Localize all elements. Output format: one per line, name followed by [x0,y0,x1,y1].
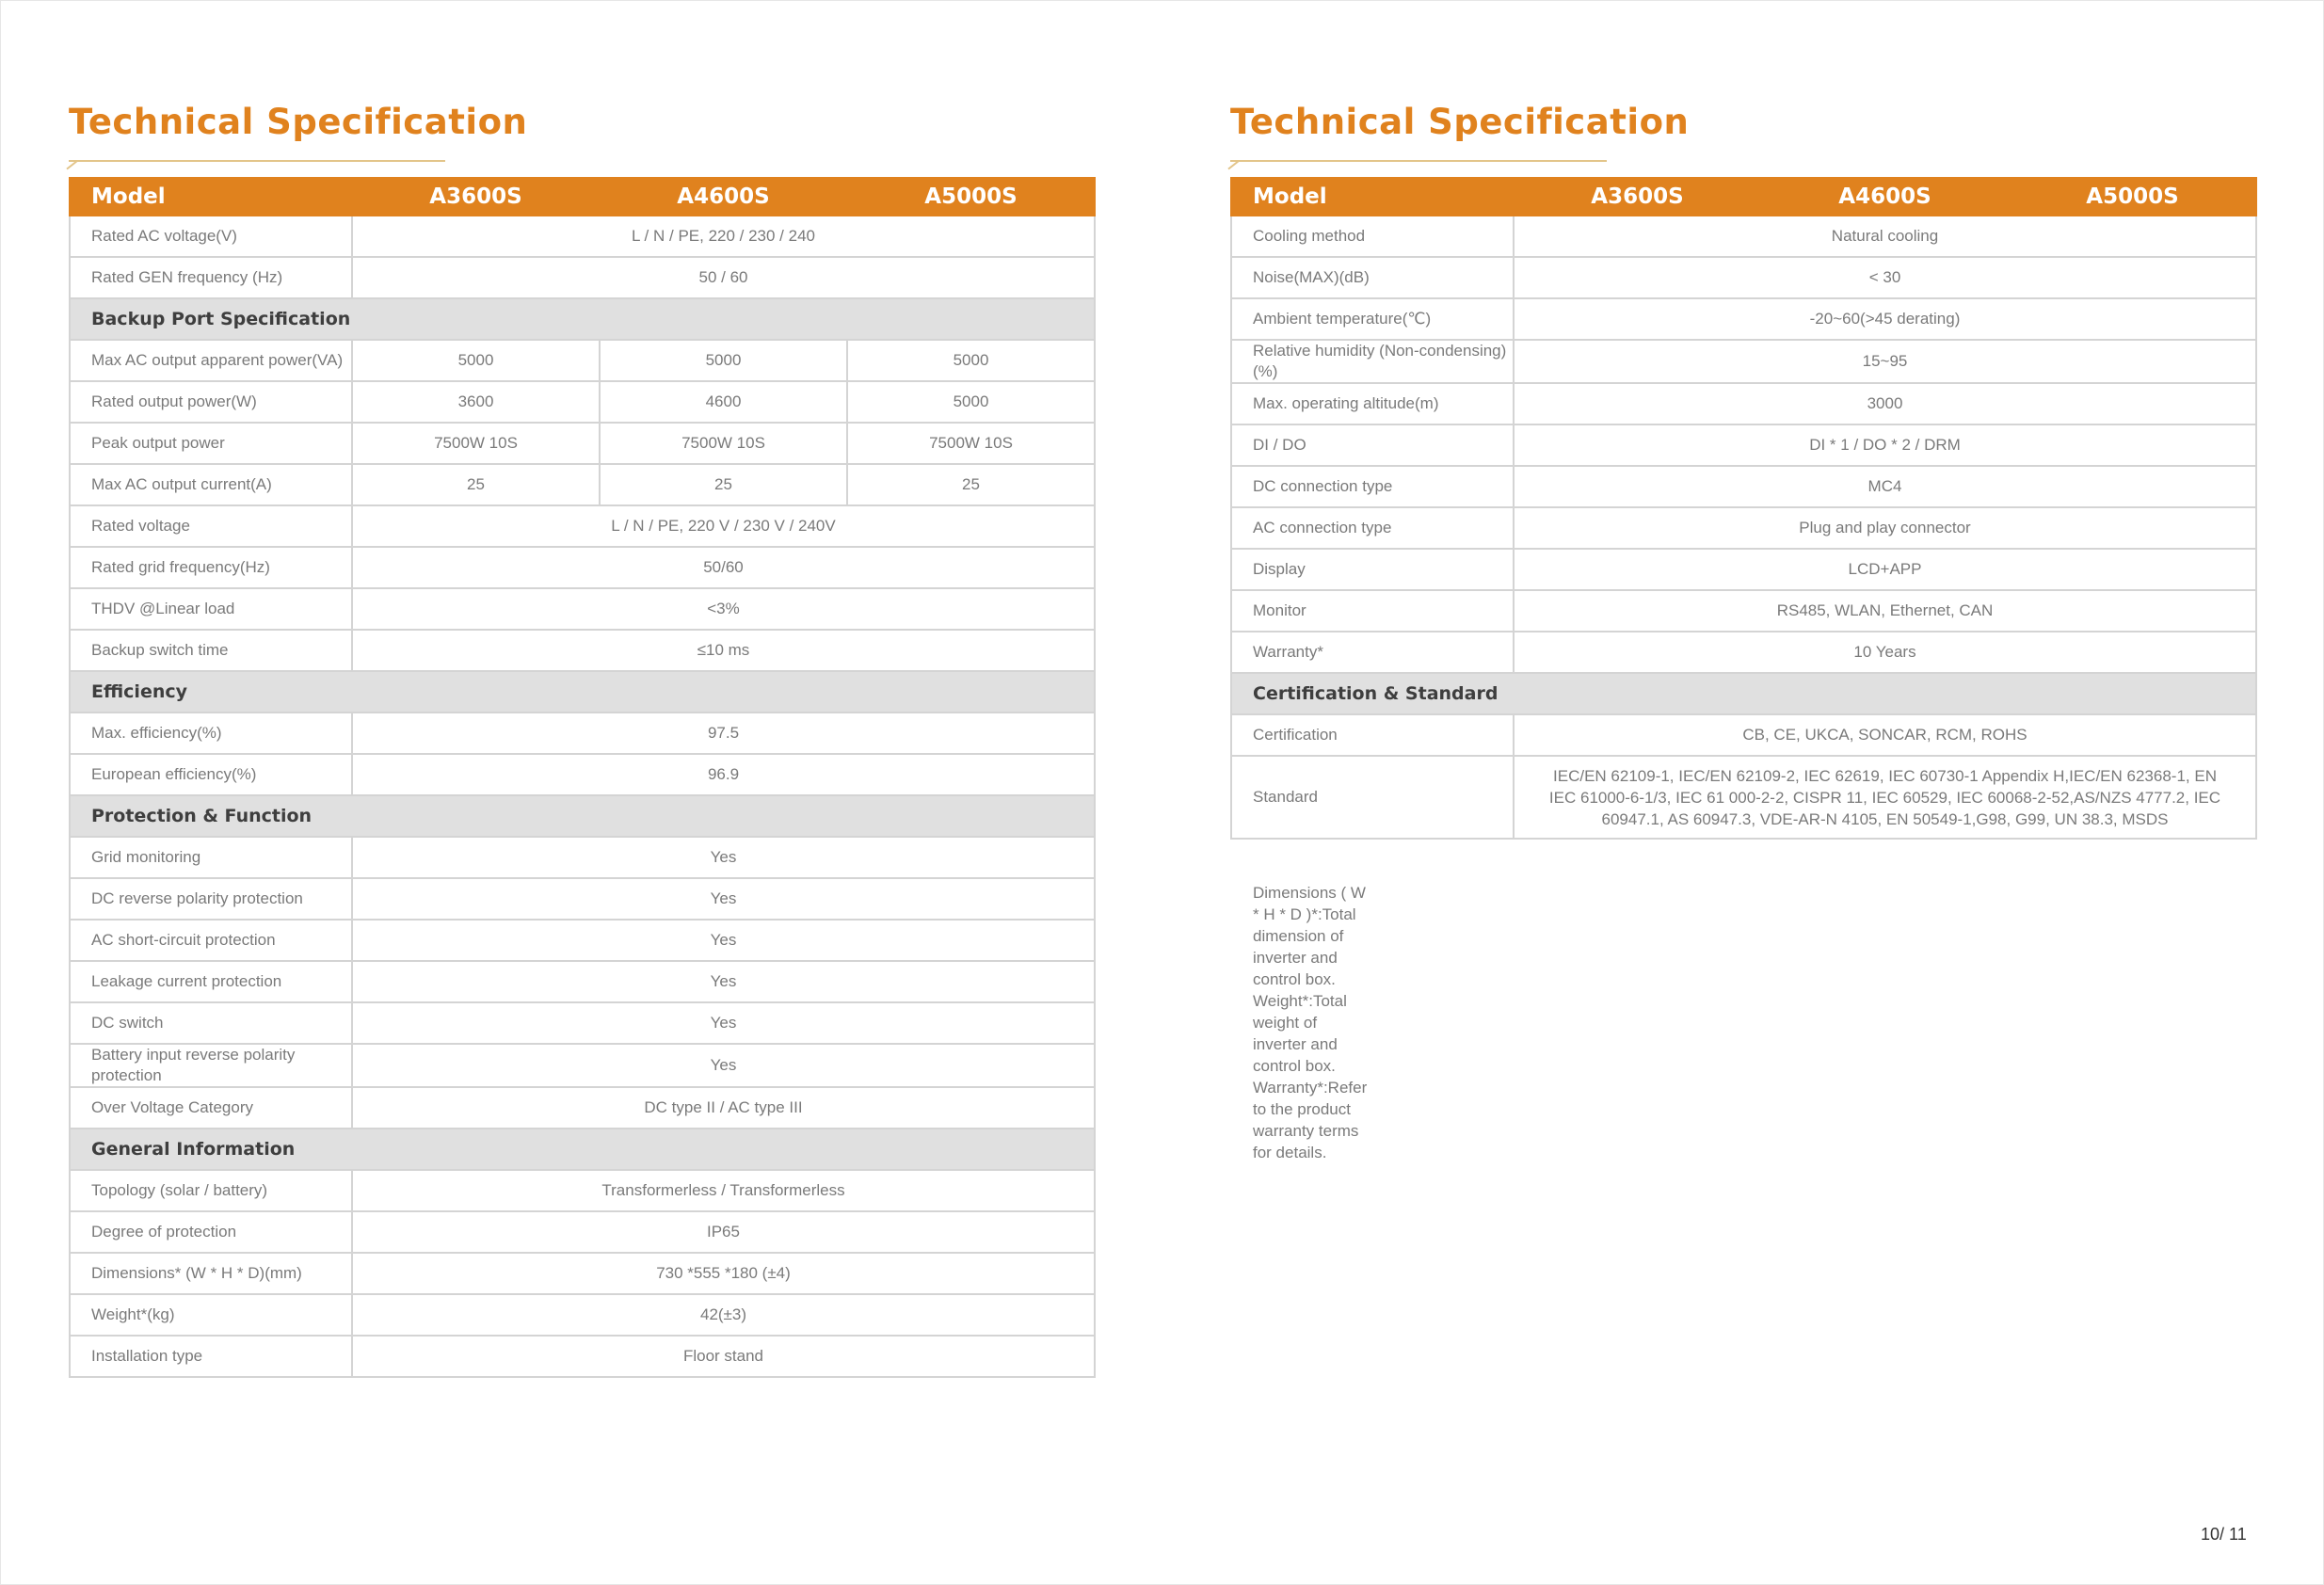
row-value: L / N / PE, 220 / 230 / 240 [352,216,1095,257]
row-value: 15~95 [1514,340,2256,383]
row-label: Rated GEN frequency (Hz) [70,257,352,298]
table-row [70,630,1095,671]
row-label: DI / DO [1231,424,1514,466]
row-value-a4600s: 4600 [600,381,847,423]
row-value: Plug and play connector [1514,507,2256,549]
row-value-a5000s: 5000 [847,340,1095,381]
header-model-label: Model [1231,178,1514,216]
table-row [70,1211,1095,1253]
title-underline [1230,160,1607,162]
row-label: Standard [1231,756,1514,839]
row-value-a3600s: 7500W 10S [352,423,600,464]
row-value: 42(±3) [352,1294,1095,1336]
table-row [70,423,1095,464]
table-header-row [1231,178,2256,216]
footnote-warranty: Warranty*:Refer to the product warranty terms for details. [1253,1079,1368,1161]
row-label: Degree of protection [70,1211,352,1253]
header-model-a4600s: A4600S [600,178,847,216]
table-header-row [70,178,1095,216]
table-row [1231,340,2256,383]
section-title-efficiency: Efficiency [70,671,1095,712]
table-row [1231,466,2256,507]
row-value: L / N / PE, 220 V / 230 V / 240V [352,505,1095,547]
footnote-weight: Weight*:Total weight of inverter and control box. [1253,992,1347,1075]
row-label: Certification [1231,714,1514,756]
row-value-a4600s: 7500W 10S [600,423,847,464]
header-model-a4600s: A4600S [1761,178,2009,216]
section-title-certification: Certification & Standard [1231,673,2256,714]
row-value: 730 *555 *180 (±4) [352,1253,1095,1294]
row-label: Max. efficiency(%) [70,712,352,754]
table-row [70,216,1095,257]
row-value-a3600s: 5000 [352,340,600,381]
row-value: < 30 [1514,257,2256,298]
row-label: Warranty* [1231,632,1514,673]
header-model-label: Model [70,178,352,216]
row-value: IP65 [352,1211,1095,1253]
table-row [70,464,1095,505]
table-row [70,505,1095,547]
row-value: 97.5 [352,712,1095,754]
row-value-a3600s: 3600 [352,381,600,423]
spec-table-right [1230,177,2257,840]
table-row [70,340,1095,381]
row-value: 96.9 [352,754,1095,795]
row-value: LCD+APP [1514,549,2256,590]
row-label: THDV @Linear load [70,588,352,630]
row-value: Yes [352,837,1095,878]
table-row [70,1087,1095,1129]
row-value: Natural cooling [1514,216,2256,257]
table-row [70,588,1095,630]
row-value-a4600s: 25 [600,464,847,505]
row-label: Dimensions* (W * H * D)(mm) [70,1253,352,1294]
table-row [70,878,1095,920]
table-row [70,837,1095,878]
table-row [70,381,1095,423]
table-row [70,920,1095,961]
spec-table-left [69,177,1096,1378]
row-label: Topology (solar / battery) [70,1170,352,1211]
section-header [70,298,1095,340]
table-row [70,547,1095,588]
row-value: MC4 [1514,466,2256,507]
table-row [1231,632,2256,673]
row-label: Peak output power [70,423,352,464]
header-model-a5000s: A5000S [2009,178,2256,216]
section-title-protection: Protection & Function [70,795,1095,837]
row-value: Transformerless / Transformerless [352,1170,1095,1211]
row-label: Backup switch time [70,630,352,671]
table-row [70,1044,1095,1087]
title-underline [69,160,445,162]
table-row [70,1336,1095,1377]
row-value: -20~60(>45 derating) [1514,298,2256,340]
row-value: IEC/EN 62109-1, IEC/EN 62109-2, IEC 62619, IEC 60730-1 Appendix H,IEC/EN 62368-1, EN IEC 61000-6-1/3, IEC 61 000-2-2, CISPR 11, IEC 60529, IEC 60068-2-52,AS/NZS 4777.2, IEC 60947.1, AS 60947.3, VDE-AR-N 4105, EN 50549-1,G98, G99, UN 38.3, MSDS [1514,756,2256,839]
table-row [1231,714,2256,756]
row-value: 10 Years [1514,632,2256,673]
table-row [70,257,1095,298]
row-value: RS485, WLAN, Ethernet, CAN [1514,590,2256,632]
row-value: <3% [352,588,1095,630]
row-label: Grid monitoring [70,837,352,878]
table-row [70,712,1095,754]
section-header [70,795,1095,837]
section-title-backup: Backup Port Specification [70,298,1095,340]
header-model-a3600s: A3600S [352,178,600,216]
table-row [1231,298,2256,340]
row-label: Max AC output current(A) [70,464,352,505]
section-header [1231,673,2256,714]
table-row [1231,257,2256,298]
row-label: Rated grid frequency(Hz) [70,547,352,588]
row-label: DC switch [70,1002,352,1044]
table-row [70,1253,1095,1294]
row-label: Leakage current protection [70,961,352,1002]
table-row [1231,424,2256,466]
row-label: Max AC output apparent power(VA) [70,340,352,381]
row-value-a5000s: 25 [847,464,1095,505]
row-label: Installation type [70,1336,352,1377]
page-title: Technical Specification [69,102,528,142]
row-value-a3600s: 25 [352,464,600,505]
row-value: Yes [352,1002,1095,1044]
table-row [1231,216,2256,257]
row-label: Rated AC voltage(V) [70,216,352,257]
row-label: European efficiency(%) [70,754,352,795]
table-row [1231,383,2256,424]
page-number: 10/ 11 [2201,1525,2247,1544]
section-header [70,671,1095,712]
row-label: Display [1231,549,1514,590]
footnotes [1253,882,1367,1163]
header-model-a5000s: A5000S [847,178,1095,216]
row-value: 50 / 60 [352,257,1095,298]
row-label: AC short-circuit protection [70,920,352,961]
row-value: CB, CE, UKCA, SONCAR, RCM, ROHS [1514,714,2256,756]
page-title: Technical Specification [1230,102,1690,142]
row-label: Battery input reverse polarity protection [70,1044,352,1087]
row-value: Yes [352,961,1095,1002]
row-value: Yes [352,878,1095,920]
row-label: Relative humidity (Non-condensing)(%) [1231,340,1514,383]
section-header [70,1129,1095,1170]
row-label: Ambient temperature(℃) [1231,298,1514,340]
row-value: ≤10 ms [352,630,1095,671]
table-row [1231,549,2256,590]
row-label: DC reverse polarity protection [70,878,352,920]
row-label: Max. operating altitude(m) [1231,383,1514,424]
table-row [70,961,1095,1002]
table-row [1231,507,2256,549]
header-model-a3600s: A3600S [1514,178,1761,216]
table-row [70,1002,1095,1044]
row-label: Noise(MAX)(dB) [1231,257,1514,298]
row-label: DC connection type [1231,466,1514,507]
row-value-a5000s: 7500W 10S [847,423,1095,464]
table-row [1231,756,2256,839]
row-label: Weight*(kg) [70,1294,352,1336]
table-row [1231,590,2256,632]
row-value: Yes [352,1044,1095,1087]
row-value-a4600s: 5000 [600,340,847,381]
section-title-general: General Information [70,1129,1095,1170]
table-row [70,1170,1095,1211]
table-row [70,1294,1095,1336]
row-label: Rated output power(W) [70,381,352,423]
row-value: Floor stand [352,1336,1095,1377]
row-label: Over Voltage Category [70,1087,352,1129]
row-value: DI * 1 / DO * 2 / DRM [1514,424,2256,466]
table-row [70,754,1095,795]
row-label: Cooling method [1231,216,1514,257]
footnote-dimensions: Dimensions ( W * H * D )*:Total dimension of inverter and control box. [1253,884,1366,988]
row-value: DC type II / AC type III [352,1087,1095,1129]
row-label: Rated voltage [70,505,352,547]
row-label: AC connection type [1231,507,1514,549]
row-value-a5000s: 5000 [847,381,1095,423]
row-value: Yes [352,920,1095,961]
row-label: Monitor [1231,590,1514,632]
row-value: 3000 [1514,383,2256,424]
row-value: 50/60 [352,547,1095,588]
